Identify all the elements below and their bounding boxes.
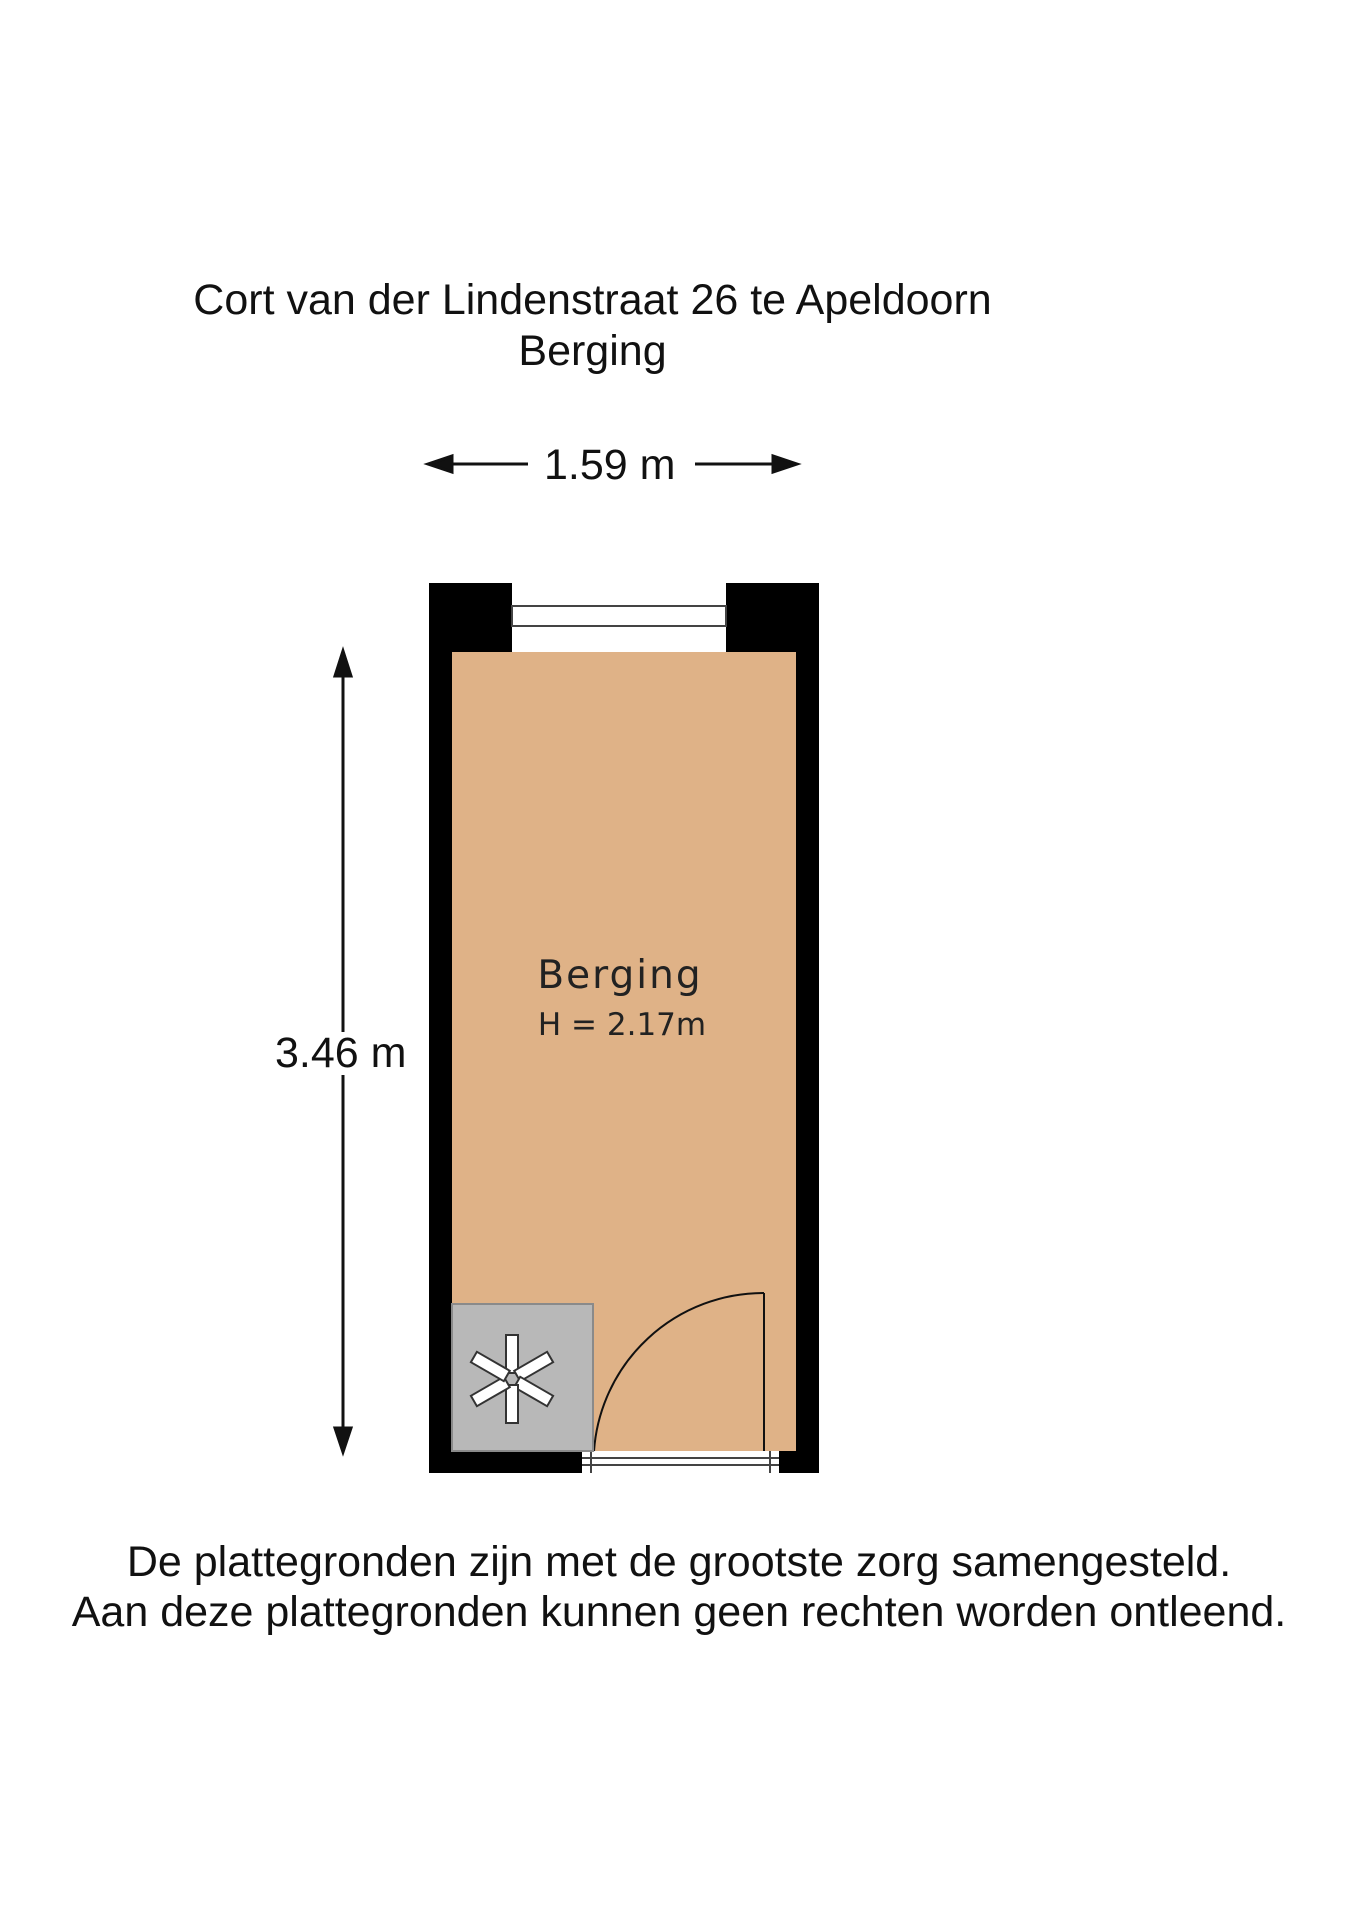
width-dimension-label: 1.59 m [540,444,679,487]
room-name-label: Berging [537,953,703,998]
room-height-label: H = 2.17m [537,1007,707,1043]
ventilation-unit [452,1304,593,1451]
disclaimer-line-1: De plattegronden zijn met de grootste zorg samengesteld. [126,1538,1232,1586]
height-dimension-label: 3.46 m [271,1032,410,1075]
plan-address-title: Cort van der Lindenstraat 26 te Apeldoorn [193,276,992,324]
top-window [512,583,726,652]
plan-floor-title: Berging [518,327,667,375]
disclaimer-line-2: Aan deze plattegronden kunnen geen rechten worden ontleend. [71,1588,1287,1636]
bottom-door-threshold [582,1451,779,1473]
